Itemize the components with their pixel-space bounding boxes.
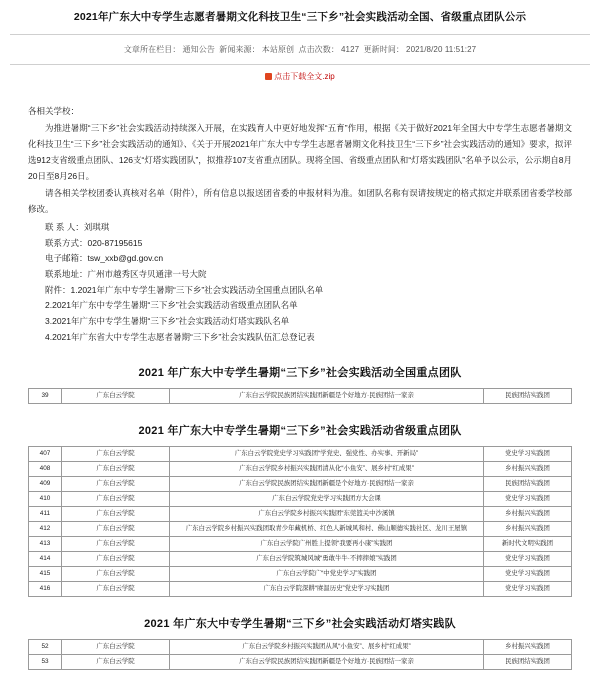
cell-team-type: 民族团结实践团 bbox=[484, 476, 572, 491]
cell-number: 413 bbox=[29, 536, 62, 551]
cell-number: 410 bbox=[29, 491, 62, 506]
cell-team-name: 广东白云学院筑城风城“勇敢牛牛·不摔摔娘”实践团 bbox=[170, 551, 484, 566]
cell-school: 广东白云学院 bbox=[62, 521, 170, 536]
cell-school: 广东白云学院 bbox=[62, 551, 170, 566]
contact-phone: 联系方式：020-87195615 bbox=[45, 237, 143, 248]
cell-school: 广东白云学院 bbox=[62, 566, 170, 581]
cell-team-type: 乡村振兴实践团 bbox=[484, 639, 572, 654]
cell-team-name: 广东白云学院乡村振兴实践团清从化“小鱼安”、展乡村“红成果” bbox=[170, 461, 484, 476]
cell-school: 广东白云学院 bbox=[62, 581, 170, 596]
cell-team-name: 广东白云学院党史学习实践团方大会课 bbox=[170, 491, 484, 506]
cell-school: 广东白云学院 bbox=[62, 654, 170, 669]
meta-hits-value: 4127 bbox=[340, 44, 360, 54]
cell-team-name: 广东白云学院民族团结实践团新疆是个好地方·民族团结一家亲 bbox=[170, 476, 484, 491]
page-bottom-mask bbox=[0, 693, 600, 697]
cell-number: 411 bbox=[29, 506, 62, 521]
attachment-item-4: 4.2021年广东省大中专学生志愿者暑期“三下乡”社会实践队伍汇总登记表 bbox=[45, 331, 315, 342]
table-row bbox=[29, 521, 572, 536]
paragraph-1: 为推进暑期“三下乡”社会实践活动持续深入开展，在实践育人中更好地发挥“五育”作用，根据《关于做好2021年全国大中专学生志愿者暑期文化科技卫生“三下乡”社会实践活动的通知》、《关于开展2021年广东大中专学生志愿者暑期文化科技卫生“三下乡”社会实践活动的通知》要求，拟评选912支省级重点团队、126支“灯塔实践团队”，拟推荐107支省重点团队。现将全国、省级重点团队和“灯塔实践团队”名单予以公示，公示期自8月20日至8月26日。 bbox=[28, 123, 572, 181]
table-body bbox=[29, 639, 572, 669]
meta-source-label: 新闻来源： bbox=[219, 44, 260, 54]
section-provincial bbox=[0, 416, 600, 597]
cell-school: 广东白云学院 bbox=[62, 461, 170, 476]
article-meta bbox=[0, 35, 600, 64]
meta-updated-value: 2021/8/20 11:51:27 bbox=[406, 44, 477, 54]
cell-team-name: 广东白云学院乡村振兴实践团取青少年藏机桥、红色人新城风和村、佛山顺德实践社区、龙川王屋镇 bbox=[170, 521, 484, 536]
attachment-item-2: 2.2021年广东中专学生暑期“三下乡”社会实践活动省级重点团队名单 bbox=[45, 300, 298, 311]
cell-team-type: 党史学习实践团 bbox=[484, 491, 572, 506]
cell-team-type: 党史学习实践团 bbox=[484, 446, 572, 461]
cell-team-type: 民族团结实践团 bbox=[484, 654, 572, 669]
cell-team-name: 广东白云学院乡村振兴实践团从风“小鱼安”、展乡村“红成果” bbox=[170, 639, 484, 654]
table-row bbox=[29, 639, 572, 654]
cell-team-type: 乡村振兴实践团 bbox=[484, 461, 572, 476]
cell-team-type: 民族团结实践团 bbox=[484, 388, 572, 403]
contact-address: 联系地址：广州市越秀区寺贝通津一号大院 bbox=[45, 268, 207, 279]
cell-school: 广东白云学院 bbox=[62, 388, 170, 403]
table-lighthouse-teams bbox=[28, 639, 572, 670]
table-row bbox=[29, 551, 572, 566]
contact-block bbox=[28, 220, 572, 283]
cell-number: 415 bbox=[29, 566, 62, 581]
meta-divider bbox=[10, 64, 590, 65]
cell-school: 广东白云学院 bbox=[62, 639, 170, 654]
meta-hits-label: 点击次数： bbox=[298, 44, 339, 54]
cell-number: 407 bbox=[29, 446, 62, 461]
cell-number: 414 bbox=[29, 551, 62, 566]
section-lighthouse bbox=[0, 609, 600, 670]
article-body bbox=[0, 94, 600, 346]
paragraph-2: 请各相关学校团委认真核对名单（附件），所有信息以报送团省委的申报材料为准。如团队名称有误请按规定的格式拟定并联系团省委学校部修改。 bbox=[28, 188, 572, 215]
section-title-provincial: 2021 年广东大中专学生暑期“三下乡”社会实践活动省级重点团队 bbox=[138, 424, 462, 437]
cell-number: 53 bbox=[29, 654, 62, 669]
cell-school: 广东白云学院 bbox=[62, 506, 170, 521]
cell-team-name: 广东白云学院乡村振兴实践团“东莞篮关中沙溪镇 bbox=[170, 506, 484, 521]
cell-number: 408 bbox=[29, 461, 62, 476]
cell-team-type: 新时代文明实践团 bbox=[484, 536, 572, 551]
cell-team-type: 党史学习实践团 bbox=[484, 566, 572, 581]
contact-person: 联 系 人：刘琪琪 bbox=[45, 221, 110, 232]
page-title: 2021年广东大中专学生志愿者暑期文化科技卫生“三下乡”社会实践活动全国、省级重点团队公示 bbox=[73, 11, 527, 23]
section-title-lighthouse: 2021 年广东大中专学生暑期“三下乡”社会实践活动灯塔实践队 bbox=[144, 617, 456, 630]
cell-team-name: 广东白云学院广州胜上提领“我要再小康”实践团 bbox=[170, 536, 484, 551]
section-title-national: 2021 年广东大中专学生暑期“三下乡”社会实践活动全国重点团队 bbox=[138, 366, 462, 379]
table-row bbox=[29, 461, 572, 476]
download-link-wrap[interactable] bbox=[0, 71, 600, 82]
cell-number: 409 bbox=[29, 476, 62, 491]
cell-team-name: 广东白云学院深耕“赓温历史”党史学习实践团 bbox=[170, 581, 484, 596]
cell-team-name: 广东白云学院民族团结实践团新疆是个好地方·民族团结一家亲 bbox=[170, 388, 484, 403]
meta-source-value: 本站原创 bbox=[261, 44, 295, 54]
cell-school: 广东白云学院 bbox=[62, 476, 170, 491]
table-row bbox=[29, 446, 572, 461]
table-row bbox=[29, 581, 572, 596]
cell-team-type: 党史学习实践团 bbox=[484, 581, 572, 596]
table-row bbox=[29, 536, 572, 551]
table-row bbox=[29, 388, 572, 403]
table-row bbox=[29, 476, 572, 491]
table-national-teams bbox=[28, 388, 572, 404]
table-body bbox=[29, 388, 572, 403]
attachment-item-3: 3.2021年广东中专学生暑期“三下乡”社会实践活动灯塔实践队名单 bbox=[45, 316, 290, 327]
cell-team-type: 乡村振兴实践团 bbox=[484, 521, 572, 536]
meta-column-label: 文章所在栏目： bbox=[123, 44, 181, 54]
table-row bbox=[29, 654, 572, 669]
cell-number: 412 bbox=[29, 521, 62, 536]
cell-school: 广东白云学院 bbox=[62, 536, 170, 551]
contact-email: 电子邮箱：tsw_xxb@gd.gov.cn bbox=[45, 253, 164, 264]
meta-updated-label: 更新时间： bbox=[363, 44, 405, 54]
table-provincial-teams bbox=[28, 446, 572, 597]
table-body bbox=[29, 446, 572, 596]
meta-column-value: 通知公告 bbox=[182, 44, 215, 54]
cell-number: 39 bbox=[29, 388, 62, 403]
section-national bbox=[0, 358, 600, 404]
download-full-text-link[interactable]: 点击下载全文.zip bbox=[274, 71, 335, 81]
cell-team-type: 党史学习实践团 bbox=[484, 551, 572, 566]
cell-team-name: 广东白云学院民族团结实践团新疆是个好地方·民族团结一家亲 bbox=[170, 654, 484, 669]
cell-team-name: 广东白云学院党史学习实践团“学党史、强党性、办实事、开新局” bbox=[170, 446, 484, 461]
download-icon bbox=[265, 73, 272, 80]
cell-team-type: 乡村振兴实践团 bbox=[484, 506, 572, 521]
attachment-list bbox=[28, 283, 572, 346]
cell-number: 416 bbox=[29, 581, 62, 596]
table-row bbox=[29, 491, 572, 506]
cell-team-name: 广东白云学院广“中党史学习”实践团 bbox=[170, 566, 484, 581]
cell-school: 广东白云学院 bbox=[62, 446, 170, 461]
cell-school: 广东白云学院 bbox=[62, 491, 170, 506]
salutation: 各相关学校： bbox=[28, 105, 80, 116]
cell-number: 52 bbox=[29, 639, 62, 654]
table-row bbox=[29, 506, 572, 521]
table-row bbox=[29, 566, 572, 581]
attachment-item-1: 附件：1.2021年广东中专学生暑期“三下乡”社会实践活动全国重点团队名单 bbox=[45, 284, 324, 295]
